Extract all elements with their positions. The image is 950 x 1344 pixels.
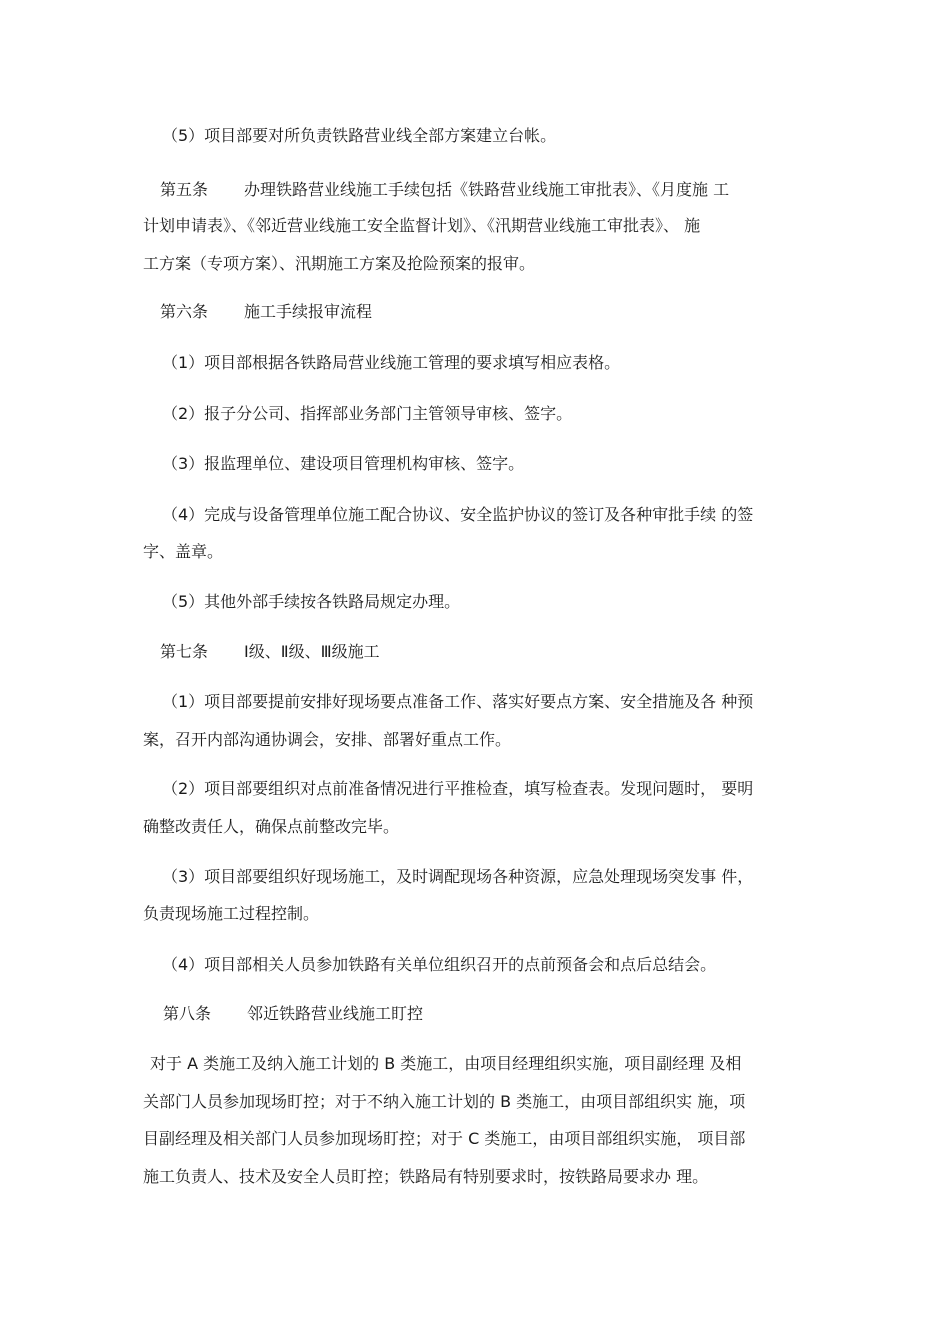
text-line: 对于 A 类施工及纳入施工计划的 B 类施工，由项目经理组织实施，项目副经理 及相 (150, 1054, 742, 1073)
text-line: 施工负责人、技术及安全人员盯控；铁路局有特别要求时，按铁路局要求办 理。 (143, 1167, 709, 1186)
text-line: 关部门人员参加现场盯控；对于不纳入施工计划的 B 类施工，由项目部组织实 施，项 (143, 1092, 746, 1111)
text-line: 案，召开内部沟通协调会，安排、部署好重点工作。 (143, 730, 512, 749)
text-line: 施工手续报审流程 (244, 302, 373, 321)
text-line: （4）完成与设备管理单位施工配合协议、安全监护协议的签订及各种审批手续 的签 (162, 505, 754, 524)
article-number: 第八条 (163, 1004, 212, 1023)
article-7-heading (160, 642, 830, 662)
text-line: 负责现场施工过程控制。 (143, 904, 320, 923)
text-line: 计划申请表》、《邻近营业线施工安全监督计划》、《汛期营业线施工审批表》、 施 (143, 216, 701, 235)
article-5-heading (160, 180, 830, 200)
text-line: 邻近铁路营业线施工盯控 (247, 1004, 424, 1023)
text-line: （2）项目部要组织对点前准备情况进行平推检查，填写检查表。发现问题时， 要明 (162, 779, 754, 798)
text-line: 办理铁路营业线施工手续包括《铁路营业线施工审批表》、《月度施 工 (244, 180, 730, 199)
article-number: 第七条 (160, 642, 209, 661)
text-line: （2）报子分公司、指挥部业务部门主管领导审核、签字。 (162, 404, 573, 423)
text-line: 确整改责任人，确保点前整改完毕。 (143, 817, 400, 836)
text-line: 工方案（专项方案）、汛期施工方案及抢险预案的报审。 (143, 254, 536, 273)
article-number: 第五条 (160, 180, 209, 199)
text-line: （5）其他外部手续按各铁路局规定办理。 (162, 592, 461, 611)
article-8-heading (163, 1004, 833, 1024)
text-line: 目副经理及相关部门人员参加现场盯控；对于 C 类施工，由项目部组织实施， 项目部 (143, 1129, 746, 1148)
article-number: 第六条 (160, 302, 209, 321)
text-line: （1）项目部要提前安排好现场要点准备工作、落实好要点方案、安全措施及各 种预 (162, 692, 754, 711)
text-line: （4）项目部相关人员参加铁路有关单位组织召开的点前预备会和点后总结会。 (162, 955, 717, 974)
text-line: （1）项目部根据各铁路局营业线施工管理的要求填写相应表格。 (162, 353, 621, 372)
article-6-heading (160, 302, 830, 322)
text-line: （3）项目部要组织好现场施工，及时调配现场各种资源，应急处理现场突发事 件， (162, 867, 754, 886)
text-line: 字、盖章。 (143, 542, 224, 561)
text-line: Ⅰ级、Ⅱ级、Ⅲ级施工 (244, 642, 380, 661)
text-line: （3）报监理单位、建设项目管理机构审核、签字。 (162, 454, 525, 473)
text-line: （5）项目部要对所负责铁路营业线全部方案建立台帐。 (162, 126, 557, 145)
